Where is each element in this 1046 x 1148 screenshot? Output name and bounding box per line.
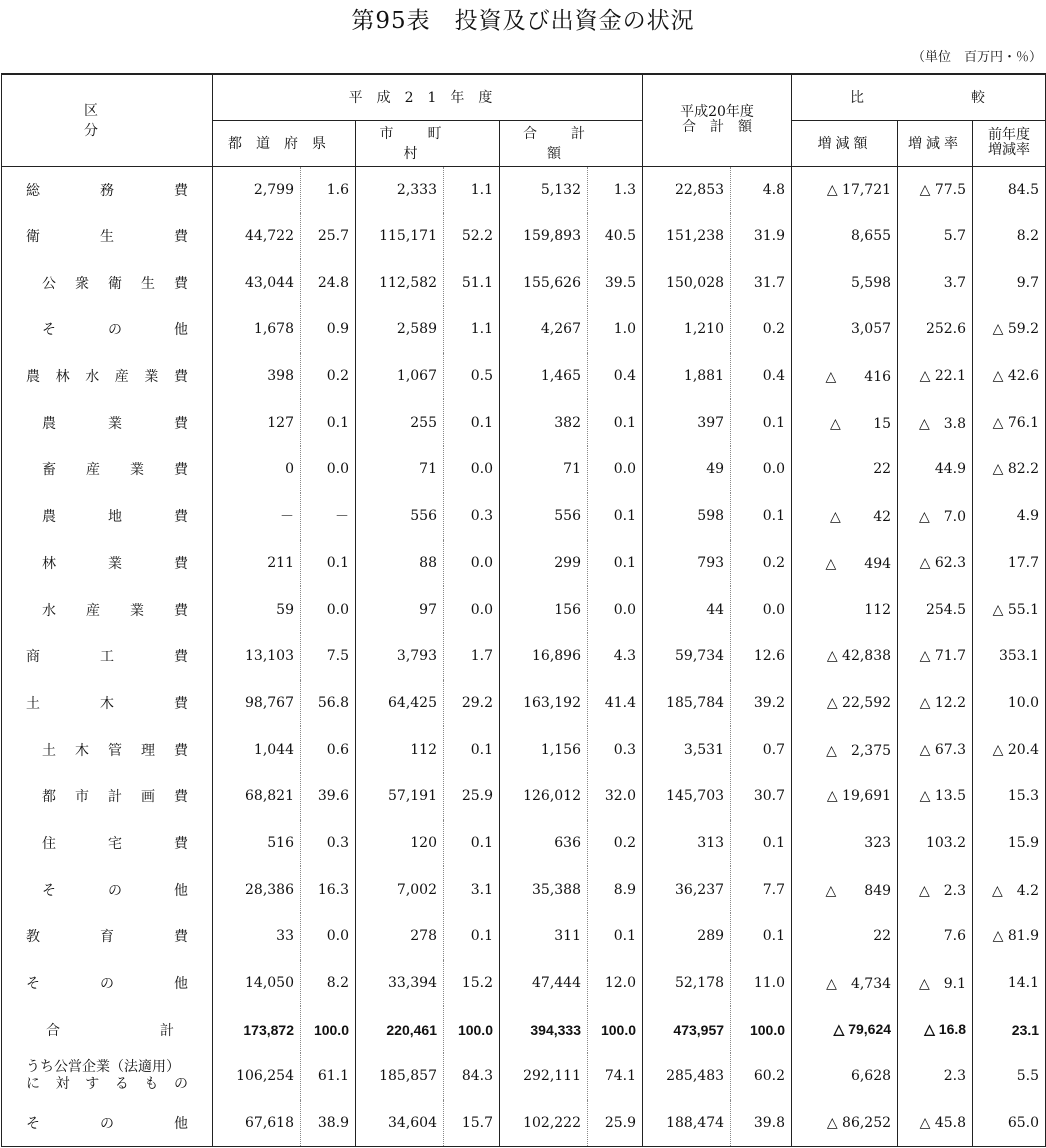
table-cell: 57,191 — [356, 773, 444, 820]
table-cell: 39.5 — [588, 259, 643, 306]
table-cell: 0.0 — [301, 586, 356, 633]
table-row — [2, 213, 1046, 260]
table-cell: 31.7 — [731, 259, 792, 306]
table-cell: △ 79,624 — [792, 1006, 898, 1053]
table-cell: 0.1 — [301, 399, 356, 446]
table-cell: 0.1 — [731, 493, 792, 540]
total-row — [2, 1006, 1046, 1053]
row-label: 衛 生 費 — [2, 213, 213, 260]
table-cell: 1.7 — [444, 633, 500, 680]
table-cell: △ 77.5 — [898, 166, 973, 213]
table-cell: 25.9 — [588, 1100, 643, 1147]
header-total: 合計額 — [500, 120, 643, 166]
table-cell: 28,386 — [213, 866, 301, 913]
table-cell: 556 — [500, 493, 588, 540]
table-cell: 0.2 — [731, 306, 792, 353]
table-cell: 254.5 — [898, 586, 973, 633]
table-cell: 43,044 — [213, 259, 301, 306]
table-cell: 103.2 — [898, 820, 973, 867]
table-cell: 9.7 — [973, 259, 1046, 306]
table-row — [2, 586, 1046, 633]
table-cell: 0.4 — [731, 353, 792, 400]
row-label: 都 市 計 画 費 — [2, 773, 213, 820]
table-cell: 6,628 — [792, 1053, 898, 1100]
table-cell: △ 494 — [792, 540, 898, 587]
table-cell: 156 — [500, 586, 588, 633]
table-cell: 44 — [643, 586, 731, 633]
table-cell: △ 82.2 — [973, 446, 1046, 493]
table-cell: 0 — [213, 446, 301, 493]
table-cell: 1.0 — [588, 306, 643, 353]
table-cell: 120 — [356, 820, 444, 867]
table-cell: 0.0 — [444, 446, 500, 493]
table-cell: 127 — [213, 399, 301, 446]
table-cell: － — [301, 493, 356, 540]
table-cell: 1,044 — [213, 726, 301, 773]
table-cell: 4.9 — [973, 493, 1046, 540]
table-cell: 151,238 — [643, 213, 731, 260]
table-cell: 220,461 — [356, 1006, 444, 1053]
table-cell: 793 — [643, 540, 731, 587]
table-cell: 394,333 — [500, 1006, 588, 1053]
table-cell: 1,465 — [500, 353, 588, 400]
table-cell: △ 67.3 — [898, 726, 973, 773]
table-cell: 106,254 — [213, 1053, 301, 1100]
table-cell: 289 — [643, 913, 731, 960]
table-cell: 4.3 — [588, 633, 643, 680]
row-label: そ の 他 — [2, 866, 213, 913]
table-cell: 65.0 — [973, 1100, 1046, 1147]
table-cell: 112 — [356, 726, 444, 773]
table-cell: 39.6 — [301, 773, 356, 820]
row-label: 合 計 — [2, 1006, 213, 1053]
table-row — [2, 866, 1046, 913]
table-cell: 15.3 — [973, 773, 1046, 820]
table-cell: 155,626 — [500, 259, 588, 306]
header-fy21: 平成21年度 — [213, 74, 643, 120]
row-label: 住 宅 費 — [2, 820, 213, 867]
table-row — [2, 726, 1046, 773]
table-cell: 44,722 — [213, 213, 301, 260]
table-row — [2, 399, 1046, 446]
table-cell: 100.0 — [444, 1006, 500, 1053]
table-cell: 17.7 — [973, 540, 1046, 587]
table-cell: 8.2 — [301, 960, 356, 1007]
table-cell: 0.3 — [444, 493, 500, 540]
table-cell: 36,237 — [643, 866, 731, 913]
table-cell: 14.1 — [973, 960, 1046, 1007]
table-cell: 74.1 — [588, 1053, 643, 1100]
table-cell: 102,222 — [500, 1100, 588, 1147]
table-row — [2, 540, 1046, 587]
table-cell: 35,388 — [500, 866, 588, 913]
header-fy20: 平成20年度 合 計 額 — [643, 74, 792, 166]
table-cell: 12.0 — [588, 960, 643, 1007]
header-muni: 市町村 — [356, 120, 500, 166]
table-cell: 39.2 — [731, 680, 792, 727]
header-pref: 都道府県 — [213, 120, 356, 166]
table-cell: 311 — [500, 913, 588, 960]
table-cell: 211 — [213, 540, 301, 587]
table-cell: 15.2 — [444, 960, 500, 1007]
table-row — [2, 633, 1046, 680]
table-row — [2, 259, 1046, 306]
table-cell: 0.0 — [444, 586, 500, 633]
table-cell: 59,734 — [643, 633, 731, 680]
table-cell: 185,857 — [356, 1053, 444, 1100]
table-cell: 33,394 — [356, 960, 444, 1007]
table-cell: 1,067 — [356, 353, 444, 400]
table-cell: 2,799 — [213, 166, 301, 213]
table-cell: 255 — [356, 399, 444, 446]
table-cell: 3,057 — [792, 306, 898, 353]
table-cell: △ 81.9 — [973, 913, 1046, 960]
table-cell: 0.1 — [444, 913, 500, 960]
table-row — [2, 960, 1046, 1007]
table-cell: 0.1 — [588, 399, 643, 446]
row-label: 農 地 費 — [2, 493, 213, 540]
table-cell: 64,425 — [356, 680, 444, 727]
table-cell: 0.0 — [301, 913, 356, 960]
table-cell: 22 — [792, 446, 898, 493]
table-cell: △ 4.2 — [973, 866, 1046, 913]
table-cell: 115,171 — [356, 213, 444, 260]
table-row — [2, 446, 1046, 493]
table-cell: 5.7 — [898, 213, 973, 260]
table-cell: 5,132 — [500, 166, 588, 213]
row-label: 公 衆 衛 生 費 — [2, 259, 213, 306]
table-cell: 1.6 — [301, 166, 356, 213]
row-label: そ の 他 — [2, 1100, 213, 1147]
table-cell: 39.8 — [731, 1100, 792, 1147]
table-cell: 473,957 — [643, 1006, 731, 1053]
table-cell: 159,893 — [500, 213, 588, 260]
table-cell: 5,598 — [792, 259, 898, 306]
table-cell: 49 — [643, 446, 731, 493]
table-cell: 59 — [213, 586, 301, 633]
table-cell: 1,881 — [643, 353, 731, 400]
table-cell: 556 — [356, 493, 444, 540]
row-label: 林 業 費 — [2, 540, 213, 587]
table-cell: 7.7 — [731, 866, 792, 913]
table-cell: △ 3.8 — [898, 399, 973, 446]
table-cell: △ 62.3 — [898, 540, 973, 587]
row-label: そ の 他 — [2, 960, 213, 1007]
table-cell: 61.1 — [301, 1053, 356, 1100]
table-cell: 56.8 — [301, 680, 356, 727]
table-cell: 397 — [643, 399, 731, 446]
table-cell: 7,002 — [356, 866, 444, 913]
header-kubun: 区 分 — [2, 74, 213, 166]
table-cell: 0.1 — [731, 820, 792, 867]
table-cell: 3,531 — [643, 726, 731, 773]
table-cell: 8.2 — [973, 213, 1046, 260]
table-cell: 15.7 — [444, 1100, 500, 1147]
table-cell: 382 — [500, 399, 588, 446]
table-cell: △ 4,734 — [792, 960, 898, 1007]
table-cell: 32.0 — [588, 773, 643, 820]
table-cell: 71 — [356, 446, 444, 493]
table-cell: 11.0 — [731, 960, 792, 1007]
table-cell: △ 849 — [792, 866, 898, 913]
table-cell: 285,483 — [643, 1053, 731, 1100]
table-cell: △ 9.1 — [898, 960, 973, 1007]
table-cell: 1.1 — [444, 306, 500, 353]
table-body — [2, 166, 1046, 1146]
table-cell: 0.2 — [301, 353, 356, 400]
table-cell: 5.5 — [973, 1053, 1046, 1100]
table-cell: 52.2 — [444, 213, 500, 260]
header-prev-rate: 前年度 増減率 — [973, 120, 1046, 166]
table-cell: △ 20.4 — [973, 726, 1046, 773]
table-cell: 4.8 — [731, 166, 792, 213]
unit-note: （単位 百万円・％） — [911, 50, 1042, 65]
table-cell: 8,655 — [792, 213, 898, 260]
table-cell: △ 71.7 — [898, 633, 973, 680]
row-label: 畜 産 業 費 — [2, 446, 213, 493]
header-diff: 増減額 — [792, 120, 898, 166]
table-cell: 516 — [213, 820, 301, 867]
header-rate: 増減率 — [898, 120, 973, 166]
table-cell: △ 12.2 — [898, 680, 973, 727]
table-cell: 34,604 — [356, 1100, 444, 1147]
table-cell: 0.4 — [588, 353, 643, 400]
table-cell: 23.1 — [973, 1006, 1046, 1053]
table-cell: 38.9 — [301, 1100, 356, 1147]
table-cell: △ 59.2 — [973, 306, 1046, 353]
table-cell: △ 19,691 — [792, 773, 898, 820]
table-cell: 31.9 — [731, 213, 792, 260]
table-cell: 0.1 — [588, 540, 643, 587]
table-cell: 52,178 — [643, 960, 731, 1007]
table-cell: 0.7 — [731, 726, 792, 773]
table-cell: 47,444 — [500, 960, 588, 1007]
table-cell: 2.3 — [898, 1053, 973, 1100]
table-cell: 16.3 — [301, 866, 356, 913]
table-cell: 1,156 — [500, 726, 588, 773]
table-cell: 252.6 — [898, 306, 973, 353]
row-label: 土 木 管 理 費 — [2, 726, 213, 773]
table-cell: 25.7 — [301, 213, 356, 260]
table-cell: △ 42 — [792, 493, 898, 540]
table-cell: 1,678 — [213, 306, 301, 353]
table-cell: 44.9 — [898, 446, 973, 493]
table-cell: 22,853 — [643, 166, 731, 213]
table-cell: 10.0 — [973, 680, 1046, 727]
table-cell: 353.1 — [973, 633, 1046, 680]
table-cell: 98,767 — [213, 680, 301, 727]
table-cell: △ 86,252 — [792, 1100, 898, 1147]
compare-char-1: 比 — [850, 90, 865, 107]
table-cell: △ 13.5 — [898, 773, 973, 820]
table-row — [2, 773, 1046, 820]
table-cell: △ 15 — [792, 399, 898, 446]
table-cell: △ 416 — [792, 353, 898, 400]
table-cell: 12.6 — [731, 633, 792, 680]
table-cell: 7.5 — [301, 633, 356, 680]
table-cell: △ 2.3 — [898, 866, 973, 913]
table-cell: 100.0 — [731, 1006, 792, 1053]
row-label: 商 工 費 — [2, 633, 213, 680]
table-cell: 0.0 — [731, 586, 792, 633]
table-cell: 278 — [356, 913, 444, 960]
table-cell: 14,050 — [213, 960, 301, 1007]
table-cell: 0.9 — [301, 306, 356, 353]
table-cell: △ 16.8 — [898, 1006, 973, 1053]
table-cell: 292,111 — [500, 1053, 588, 1100]
table-cell: 0.2 — [731, 540, 792, 587]
table-cell: 1,210 — [643, 306, 731, 353]
table-cell: 84.3 — [444, 1053, 500, 1100]
table-cell: 185,784 — [643, 680, 731, 727]
compare-char-2: 較 — [971, 90, 986, 107]
table-cell: △ 55.1 — [973, 586, 1046, 633]
row-label: 水 産 業 費 — [2, 586, 213, 633]
table-row — [2, 913, 1046, 960]
page-title: 第95表 投資及び出資金の状況 — [351, 8, 695, 34]
table-cell: △ 42,838 — [792, 633, 898, 680]
public-enterprise-row — [2, 1053, 1046, 1100]
table-cell: 0.1 — [444, 726, 500, 773]
table-cell: 33 — [213, 913, 301, 960]
table-cell: △ 45.8 — [898, 1100, 973, 1147]
table-row — [2, 306, 1046, 353]
row-label: 土 木 費 — [2, 680, 213, 727]
table-cell: 0.0 — [731, 446, 792, 493]
table-cell: 398 — [213, 353, 301, 400]
table-cell: 0.0 — [301, 446, 356, 493]
table-cell: 40.5 — [588, 213, 643, 260]
table-cell: 150,028 — [643, 259, 731, 306]
table-cell: 598 — [643, 493, 731, 540]
table-cell: 0.1 — [588, 913, 643, 960]
table-cell: △ 17,721 — [792, 166, 898, 213]
table-cell: 51.1 — [444, 259, 500, 306]
table-cell: 0.1 — [731, 913, 792, 960]
table-cell: 0.1 — [731, 399, 792, 446]
table-cell: 25.9 — [444, 773, 500, 820]
table-cell: 313 — [643, 820, 731, 867]
table-cell: 0.3 — [588, 726, 643, 773]
table-cell: △ 7.0 — [898, 493, 973, 540]
table-row — [2, 353, 1046, 400]
table-cell: 145,703 — [643, 773, 731, 820]
table-cell: 188,474 — [643, 1100, 731, 1147]
table-cell: 0.2 — [588, 820, 643, 867]
other-row — [2, 1100, 1046, 1147]
table-row — [2, 493, 1046, 540]
table-cell: 0.6 — [301, 726, 356, 773]
row-label: 農 林 水 産 業 費 — [2, 353, 213, 400]
table-cell: 0.1 — [444, 820, 500, 867]
table-cell: △ 22,592 — [792, 680, 898, 727]
table-cell: 16,896 — [500, 633, 588, 680]
table-cell: 24.8 — [301, 259, 356, 306]
table-cell: 0.1 — [588, 493, 643, 540]
table-cell: 0.1 — [444, 399, 500, 446]
table-cell: 112 — [792, 586, 898, 633]
table-cell: 0.0 — [588, 446, 643, 493]
table-cell: 13,103 — [213, 633, 301, 680]
table-cell: 126,012 — [500, 773, 588, 820]
table-cell: △ 22.1 — [898, 353, 973, 400]
table-cell: 100.0 — [301, 1006, 356, 1053]
table-cell: 71 — [500, 446, 588, 493]
table-cell: 0.1 — [301, 540, 356, 587]
table-cell: 3,793 — [356, 633, 444, 680]
table-cell: 0.0 — [444, 540, 500, 587]
row-label: そ の 他 — [2, 306, 213, 353]
table-cell: 67,618 — [213, 1100, 301, 1147]
table-cell: 29.2 — [444, 680, 500, 727]
table-cell: 97 — [356, 586, 444, 633]
table-cell: 60.2 — [731, 1053, 792, 1100]
table-cell: 299 — [500, 540, 588, 587]
table-cell: 323 — [792, 820, 898, 867]
row-label: うち公営企業（法適用） に 対 す る も の — [2, 1053, 213, 1100]
table-cell: △ 76.1 — [973, 399, 1046, 446]
table-cell: 1.1 — [444, 166, 500, 213]
table-cell: 3.1 — [444, 866, 500, 913]
row-label: 総 務 費 — [2, 166, 213, 213]
table-cell: 8.9 — [588, 866, 643, 913]
table-cell: 112,582 — [356, 259, 444, 306]
table-header — [2, 74, 1046, 166]
investment-table — [1, 73, 1046, 1147]
table-cell: 2,333 — [356, 166, 444, 213]
table-cell: 3.7 — [898, 259, 973, 306]
table-cell: 1.3 — [588, 166, 643, 213]
table-cell: － — [213, 493, 301, 540]
table-cell: 22 — [792, 913, 898, 960]
table-cell: 30.7 — [731, 773, 792, 820]
row-label: 教 育 費 — [2, 913, 213, 960]
table-cell: 41.4 — [588, 680, 643, 727]
table-cell: 88 — [356, 540, 444, 587]
table-cell: 173,872 — [213, 1006, 301, 1053]
table-cell: 0.0 — [588, 586, 643, 633]
table-cell: 0.3 — [301, 820, 356, 867]
table-cell: △ 2,375 — [792, 726, 898, 773]
header-compare — [792, 74, 1046, 120]
table-cell: 0.5 — [444, 353, 500, 400]
table-cell: 7.6 — [898, 913, 973, 960]
table-cell: 163,192 — [500, 680, 588, 727]
table-cell: 84.5 — [973, 166, 1046, 213]
table-row — [2, 820, 1046, 867]
table-row — [2, 166, 1046, 213]
row-label: 農 業 費 — [2, 399, 213, 446]
table-cell: 15.9 — [973, 820, 1046, 867]
table-cell: 4,267 — [500, 306, 588, 353]
table-cell: 100.0 — [588, 1006, 643, 1053]
table-cell: 68,821 — [213, 773, 301, 820]
table-row — [2, 680, 1046, 727]
table-cell: △ 42.6 — [973, 353, 1046, 400]
table-cell: 2,589 — [356, 306, 444, 353]
table-cell: 636 — [500, 820, 588, 867]
